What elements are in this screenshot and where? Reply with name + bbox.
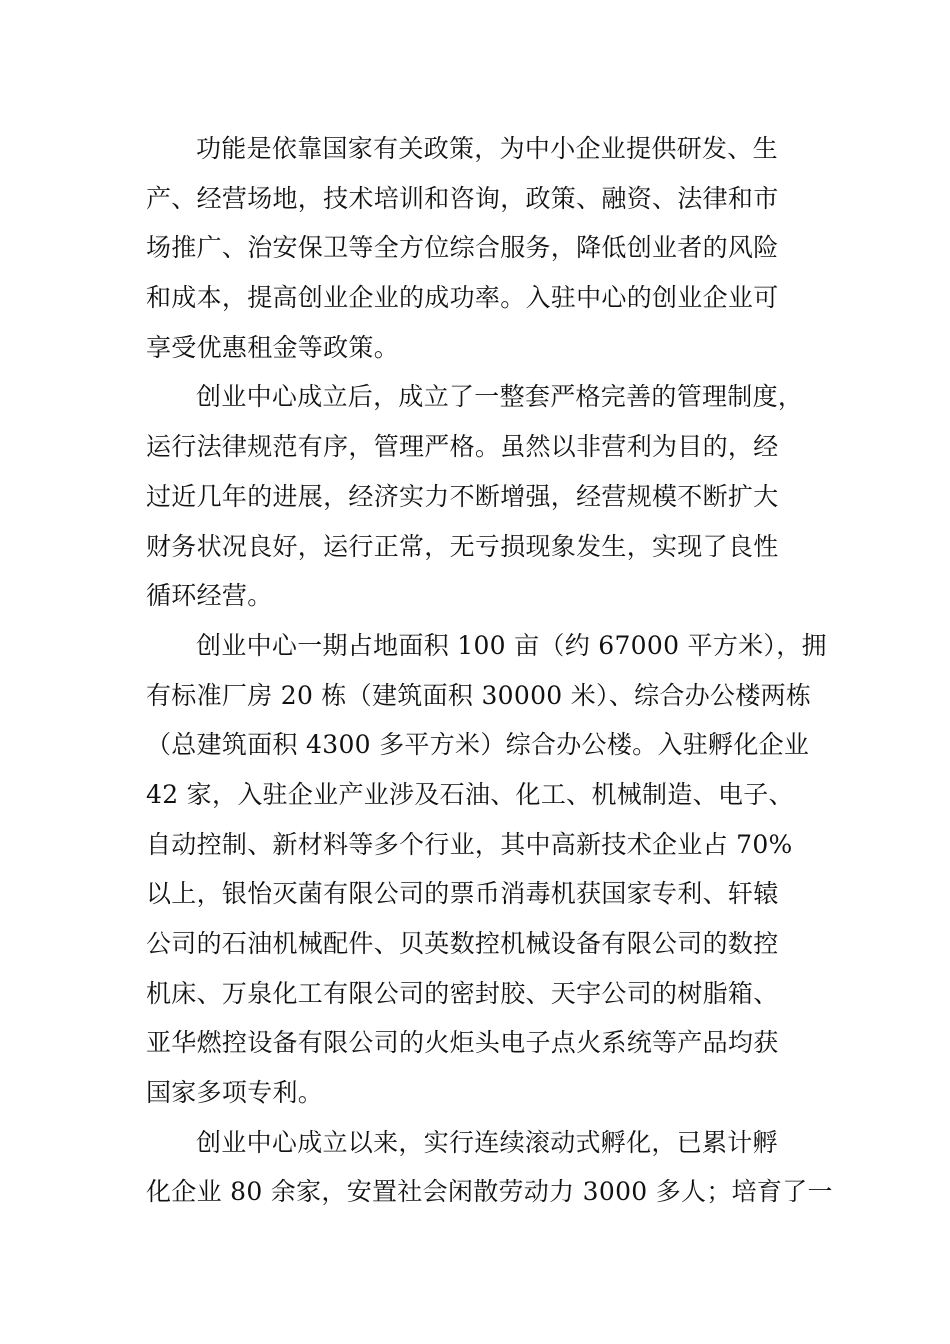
text-line: 创业中心成立以来，实行连续滚动式孵化，已累计孵 — [196, 1127, 778, 1157]
text-line: 创业中心一期占地面积 100 亩（约 67000 平方米），拥 — [196, 630, 827, 660]
text-line: 创业中心成立后，成立了一整套严格完善的管理制度， — [196, 382, 804, 412]
paragraph — [146, 1118, 833, 1217]
text-line: 自动控制、新材料等多个行业，其中高新技术企业占 70% — [146, 829, 793, 859]
document-body — [146, 124, 833, 1217]
text-line: 机床、万泉化工有限公司的密封胶、天宇公司的树脂箱、 — [146, 978, 779, 1008]
text-line: 亚华燃控设备有限公司的火炬头电子点火系统等产品均获 — [146, 1028, 779, 1058]
text-line: （总建筑面积 4300 多平方米）综合办公楼。入驻孵化企业 — [146, 730, 810, 760]
text-line: 功能是依靠国家有关政策，为中小企业提供研发、生 — [196, 134, 778, 163]
text-line: 和成本，提高创业企业的成功率。入驻中心的创业企业可 — [146, 283, 779, 313]
text-line: 化企业 80 余家，安置社会闲散劳动力 3000 多人；培育了一 — [146, 1177, 833, 1207]
text-line: 以上，银怡灭菌有限公司的票币消毒机获国家专利、轩辕 — [146, 879, 779, 909]
text-line: 产、经营场地，技术培训和咨询，政策、融资、法律和市 — [146, 183, 779, 213]
text-line: 国家多项专利。 — [146, 1078, 324, 1108]
text-line: 循环经营。 — [146, 581, 273, 611]
text-line: 财务状况良好，运行正常，无亏损现象发生，实现了良性 — [146, 531, 779, 561]
text-line: 享受优惠租金等政策。 — [146, 332, 400, 362]
paragraph — [146, 621, 827, 1118]
text-line: 过近几年的进展，经济实力不断增强，经营规模不断扩大 — [146, 481, 779, 511]
text-line: 场推广、治安保卫等全方位综合服务，降低创业者的风险 — [146, 233, 779, 263]
text-line: 42 家，入驻企业产业涉及石油、化工、机械制造、电子、 — [146, 779, 794, 809]
paragraph — [146, 372, 816, 620]
text-line: 有标准厂房 20 栋（建筑面积 30000 米）、综合办公楼两栋 — [146, 680, 812, 710]
text-line: 公司的石油机械配件、贝英数控机械设备有限公司的数控 — [146, 929, 779, 958]
text-line: 运行法律规范有序，管理严格。虽然以非营利为目的，经 — [146, 432, 779, 462]
paragraph — [146, 124, 816, 372]
